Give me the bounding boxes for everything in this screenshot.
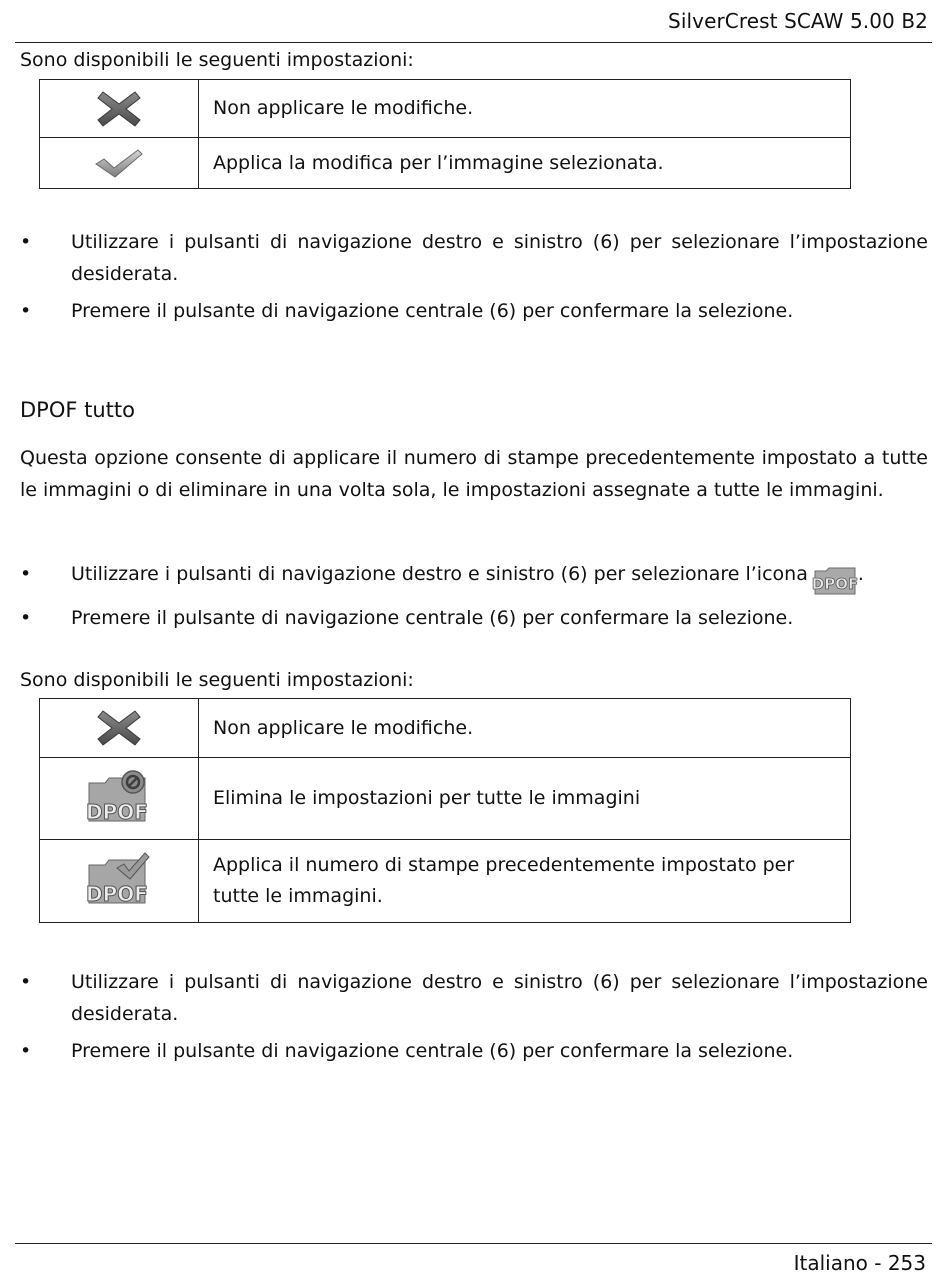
list-item bbox=[20, 1035, 928, 1067]
table-icon-cell bbox=[40, 758, 199, 840]
bullet-marker: • bbox=[20, 1040, 32, 1062]
table-description: Applica la modifica per l’immagine selezionata. bbox=[199, 138, 851, 189]
bullet-marker: • bbox=[20, 971, 32, 993]
bullet-marker: • bbox=[20, 606, 32, 629]
section-heading: DPOF tutto bbox=[20, 398, 135, 422]
dpof-icon-label: DPOF bbox=[86, 799, 148, 824]
table-description: Non applicare le modifiche. bbox=[199, 699, 851, 758]
dpof-apply-icon bbox=[83, 870, 155, 906]
section-paragraph: Questa opzione consente di applicare il numero di stampe precedentemente impostato a tutte le immagini o di eliminare in una volta sola, le impostazioni assegnate a tutte le immagini. bbox=[20, 447, 928, 501]
instruction-list bbox=[20, 226, 928, 327]
table-icon-cell bbox=[40, 138, 199, 189]
table-row bbox=[40, 80, 851, 138]
instruction-list bbox=[20, 558, 928, 634]
instruction-list bbox=[20, 966, 928, 1067]
list-item-text: Premere il pulsante di navigazione centrale (6) per confermare la selezione. bbox=[71, 300, 794, 322]
footer-rule bbox=[15, 1243, 932, 1244]
settings-intro: Sono disponibili le seguenti impostazioni: bbox=[20, 669, 414, 691]
settings-intro: Sono disponibili le seguenti impostazioni: bbox=[20, 49, 414, 71]
page-number: Italiano - 253 bbox=[793, 1251, 926, 1275]
settings-table bbox=[39, 79, 851, 189]
list-item-text: Utilizzare i pulsanti di navigazione destro e sinistro (6) per selezionare l’icona bbox=[71, 563, 808, 585]
list-item-text: Utilizzare i pulsanti di navigazione destro e sinistro (6) per selezionare l’impostazione desiderata. bbox=[71, 231, 928, 285]
document-header-title: SilverCrest SCAW 5.00 B2 bbox=[668, 9, 928, 33]
list-item-text: Premere il pulsante di navigazione centrale (6) per confermare la selezione. bbox=[71, 606, 794, 629]
cross-icon bbox=[95, 97, 143, 119]
list-item-text: Premere il pulsante di navigazione centrale (6) per confermare la selezione. bbox=[71, 1040, 794, 1062]
dpof-delete-icon bbox=[83, 787, 155, 824]
list-item bbox=[20, 558, 928, 597]
dpof-icon bbox=[812, 563, 858, 597]
table-icon-cell bbox=[40, 840, 199, 923]
list-item-text: Utilizzare i pulsanti di navigazione destro e sinistro (6) per selezionare l’impostazione desiderata. bbox=[71, 971, 928, 1025]
table-description: Non applicare le modifiche. bbox=[199, 80, 851, 138]
bullet-marker: • bbox=[20, 300, 32, 322]
dpof-icon-label: DPOF bbox=[811, 574, 858, 593]
table-icon-cell bbox=[40, 699, 199, 758]
list-item bbox=[20, 602, 928, 634]
cross-icon bbox=[95, 717, 143, 739]
table-row bbox=[40, 840, 851, 923]
checkmark-icon bbox=[94, 152, 144, 174]
list-item bbox=[20, 966, 928, 1030]
table-icon-cell bbox=[40, 80, 199, 138]
dpof-icon-label: DPOF bbox=[86, 882, 148, 906]
list-item-text-end: . bbox=[857, 563, 864, 585]
table-description: Applica il numero di stampe precedentemente impostato per tutte le immagini. bbox=[199, 840, 851, 923]
table-row bbox=[40, 699, 851, 758]
table-row bbox=[40, 138, 851, 189]
settings-table bbox=[39, 698, 851, 923]
table-description: Elimina le impostazioni per tutte le immagini bbox=[199, 758, 851, 840]
list-item bbox=[20, 226, 928, 290]
list-item bbox=[20, 295, 928, 327]
header-rule bbox=[15, 42, 932, 43]
bullet-marker: • bbox=[20, 231, 32, 253]
table-row bbox=[40, 758, 851, 840]
bullet-marker: • bbox=[20, 563, 32, 585]
